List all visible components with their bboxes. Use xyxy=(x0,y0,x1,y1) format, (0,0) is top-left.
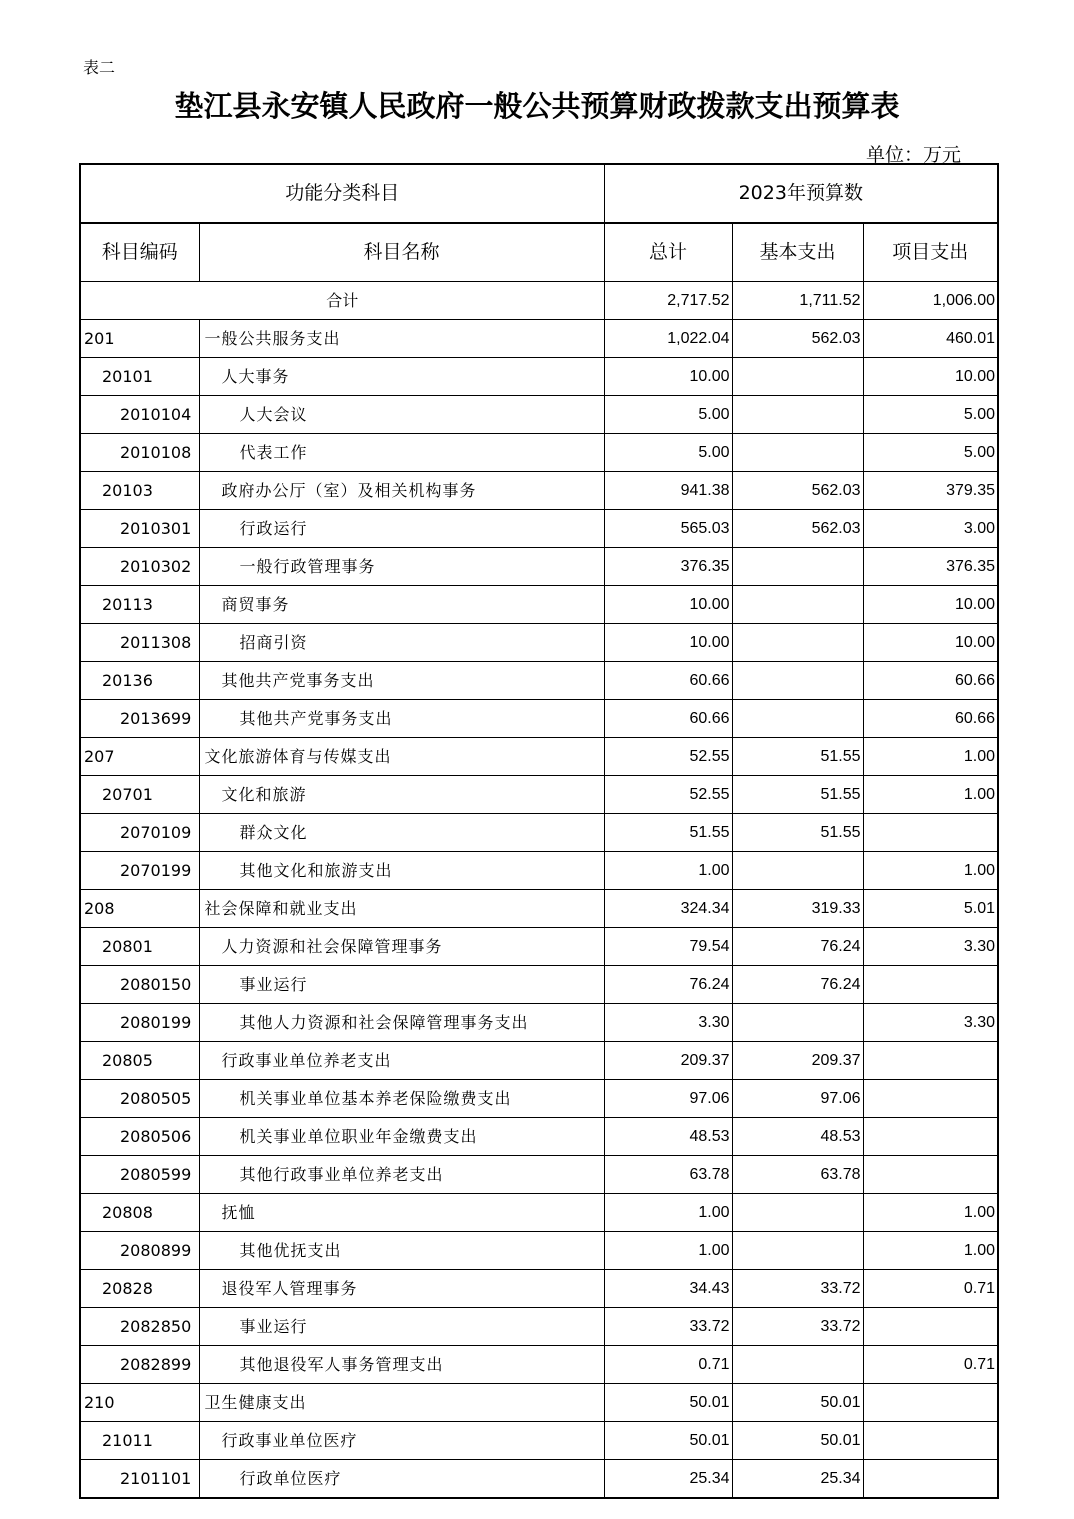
table-row xyxy=(80,1232,998,1270)
table-row xyxy=(80,1346,998,1384)
row-total-cell: 52.55 xyxy=(604,738,732,776)
row-total-cell: 51.55 xyxy=(604,814,732,852)
total-column-header: 总计 xyxy=(604,223,732,282)
row-project-cell: 1.00 xyxy=(863,852,998,890)
row-code-cell: 210 xyxy=(80,1384,199,1422)
row-name-cell: 社会保障和就业支出 xyxy=(199,890,604,928)
row-basic-cell: 51.55 xyxy=(732,738,863,776)
row-project-cell: 10.00 xyxy=(863,624,998,662)
row-code-cell: 20101 xyxy=(80,358,199,396)
row-project-cell: 3.30 xyxy=(863,928,998,966)
row-total-cell: 50.01 xyxy=(604,1422,732,1460)
table-row xyxy=(80,966,998,1004)
table-row xyxy=(80,1194,998,1232)
row-basic-cell xyxy=(732,586,863,624)
row-basic-cell xyxy=(732,548,863,586)
total-sum: 2,717.52 xyxy=(604,282,732,320)
row-name-cell: 退役军人管理事务 xyxy=(199,1270,604,1308)
project-column-header: 项目支出 xyxy=(863,223,998,282)
table-row xyxy=(80,472,998,510)
row-total-cell: 63.78 xyxy=(604,1156,732,1194)
row-basic-cell: 562.03 xyxy=(732,510,863,548)
row-basic-cell xyxy=(732,396,863,434)
row-code-cell: 2080506 xyxy=(80,1118,199,1156)
row-code-cell: 2080899 xyxy=(80,1232,199,1270)
row-total-cell: 376.35 xyxy=(604,548,732,586)
name-column-header: 科目名称 xyxy=(199,223,604,282)
row-project-cell: 1.00 xyxy=(863,1194,998,1232)
row-basic-cell: 33.72 xyxy=(732,1270,863,1308)
row-total-cell: 3.30 xyxy=(604,1004,732,1042)
table-row xyxy=(80,586,998,624)
row-name-cell: 文化和旅游 xyxy=(199,776,604,814)
row-name-cell: 抚恤 xyxy=(199,1194,604,1232)
row-code-cell: 2010302 xyxy=(80,548,199,586)
table-row xyxy=(80,1156,998,1194)
row-project-cell xyxy=(863,1156,998,1194)
row-project-cell: 5.01 xyxy=(863,890,998,928)
row-name-cell: 政府办公厅（室）及相关机构事务 xyxy=(199,472,604,510)
row-project-cell: 60.66 xyxy=(863,700,998,738)
row-code-cell: 2070199 xyxy=(80,852,199,890)
row-code-cell: 2010301 xyxy=(80,510,199,548)
total-basic: 1,711.52 xyxy=(732,282,863,320)
row-code-cell: 2080199 xyxy=(80,1004,199,1042)
row-project-cell: 10.00 xyxy=(863,358,998,396)
row-code-cell: 20113 xyxy=(80,586,199,624)
row-code-cell: 201 xyxy=(80,320,199,358)
row-total-cell: 97.06 xyxy=(604,1080,732,1118)
table-row xyxy=(80,890,998,928)
row-project-cell: 5.00 xyxy=(863,396,998,434)
row-total-cell: 25.34 xyxy=(604,1460,732,1499)
row-name-cell: 行政事业单位养老支出 xyxy=(199,1042,604,1080)
row-project-cell xyxy=(863,966,998,1004)
row-name-cell: 行政单位医疗 xyxy=(199,1460,604,1499)
unit-label: 单位：万元 xyxy=(866,144,962,166)
row-total-cell: 0.71 xyxy=(604,1346,732,1384)
row-total-cell: 48.53 xyxy=(604,1118,732,1156)
table-row xyxy=(80,1270,998,1308)
row-name-cell: 机关事业单位基本养老保险缴费支出 xyxy=(199,1080,604,1118)
budget-table xyxy=(79,163,999,1499)
row-total-cell: 10.00 xyxy=(604,624,732,662)
row-basic-cell: 209.37 xyxy=(732,1042,863,1080)
row-total-cell: 1.00 xyxy=(604,852,732,890)
row-project-cell: 0.71 xyxy=(863,1270,998,1308)
table-row xyxy=(80,320,998,358)
row-total-cell: 50.01 xyxy=(604,1384,732,1422)
row-name-cell: 行政运行 xyxy=(199,510,604,548)
row-total-cell: 5.00 xyxy=(604,396,732,434)
row-basic-cell xyxy=(732,1346,863,1384)
table-row xyxy=(80,1118,998,1156)
row-name-cell: 一般行政管理事务 xyxy=(199,548,604,586)
table-row xyxy=(80,1384,998,1422)
row-name-cell: 其他共产党事务支出 xyxy=(199,700,604,738)
row-code-cell: 2080150 xyxy=(80,966,199,1004)
row-total-cell: 324.34 xyxy=(604,890,732,928)
row-project-cell: 3.30 xyxy=(863,1004,998,1042)
row-basic-cell: 562.03 xyxy=(732,472,863,510)
row-basic-cell: 51.55 xyxy=(732,776,863,814)
row-basic-cell: 97.06 xyxy=(732,1080,863,1118)
row-code-cell: 20103 xyxy=(80,472,199,510)
row-name-cell: 群众文化 xyxy=(199,814,604,852)
row-total-cell: 5.00 xyxy=(604,434,732,472)
table-row xyxy=(80,1422,998,1460)
row-code-cell: 20828 xyxy=(80,1270,199,1308)
table-number-label: 表二 xyxy=(83,58,116,77)
row-code-cell: 2010104 xyxy=(80,396,199,434)
row-total-cell: 52.55 xyxy=(604,776,732,814)
row-basic-cell: 33.72 xyxy=(732,1308,863,1346)
row-code-cell: 2010108 xyxy=(80,434,199,472)
row-code-cell: 2080599 xyxy=(80,1156,199,1194)
row-code-cell: 2080505 xyxy=(80,1080,199,1118)
group-header-row xyxy=(80,164,998,223)
table-row xyxy=(80,396,998,434)
budget-group-header: 2023年预算数 xyxy=(604,164,998,223)
row-name-cell: 卫生健康支出 xyxy=(199,1384,604,1422)
row-basic-cell: 50.01 xyxy=(732,1384,863,1422)
total-row xyxy=(80,282,998,320)
row-total-cell: 1.00 xyxy=(604,1232,732,1270)
row-name-cell: 商贸事务 xyxy=(199,586,604,624)
column-header-row xyxy=(80,223,998,282)
row-basic-cell xyxy=(732,358,863,396)
table-row xyxy=(80,434,998,472)
row-code-cell: 2070109 xyxy=(80,814,199,852)
row-code-cell: 20136 xyxy=(80,662,199,700)
row-basic-cell xyxy=(732,1232,863,1270)
table-row xyxy=(80,928,998,966)
row-code-cell: 208 xyxy=(80,890,199,928)
row-name-cell: 事业运行 xyxy=(199,966,604,1004)
row-project-cell xyxy=(863,1422,998,1460)
table-row xyxy=(80,776,998,814)
table-row xyxy=(80,1004,998,1042)
row-project-cell xyxy=(863,814,998,852)
row-total-cell: 60.66 xyxy=(604,662,732,700)
row-project-cell: 1.00 xyxy=(863,1232,998,1270)
row-basic-cell xyxy=(732,1004,863,1042)
row-code-cell: 2101101 xyxy=(80,1460,199,1499)
row-name-cell: 机关事业单位职业年金缴费支出 xyxy=(199,1118,604,1156)
row-name-cell: 其他退役军人事务管理支出 xyxy=(199,1346,604,1384)
row-name-cell: 其他人力资源和社会保障管理事务支出 xyxy=(199,1004,604,1042)
row-basic-cell: 319.33 xyxy=(732,890,863,928)
row-project-cell: 5.00 xyxy=(863,434,998,472)
row-basic-cell: 25.34 xyxy=(732,1460,863,1499)
row-name-cell: 人大会议 xyxy=(199,396,604,434)
row-project-cell: 376.35 xyxy=(863,548,998,586)
row-code-cell: 2011308 xyxy=(80,624,199,662)
total-label: 合计 xyxy=(80,282,604,320)
row-name-cell: 事业运行 xyxy=(199,1308,604,1346)
row-project-cell xyxy=(863,1118,998,1156)
row-code-cell: 2013699 xyxy=(80,700,199,738)
row-total-cell: 60.66 xyxy=(604,700,732,738)
row-project-cell xyxy=(863,1308,998,1346)
row-total-cell: 209.37 xyxy=(604,1042,732,1080)
row-project-cell xyxy=(863,1042,998,1080)
row-total-cell: 1.00 xyxy=(604,1194,732,1232)
total-project: 1,006.00 xyxy=(863,282,998,320)
row-project-cell: 460.01 xyxy=(863,320,998,358)
row-total-cell: 1,022.04 xyxy=(604,320,732,358)
row-total-cell: 941.38 xyxy=(604,472,732,510)
row-basic-cell: 48.53 xyxy=(732,1118,863,1156)
row-name-cell: 其他文化和旅游支出 xyxy=(199,852,604,890)
row-code-cell: 20801 xyxy=(80,928,199,966)
row-project-cell: 3.00 xyxy=(863,510,998,548)
row-project-cell: 1.00 xyxy=(863,738,998,776)
row-name-cell: 其他共产党事务支出 xyxy=(199,662,604,700)
row-name-cell: 代表工作 xyxy=(199,434,604,472)
row-code-cell: 2082850 xyxy=(80,1308,199,1346)
row-total-cell: 76.24 xyxy=(604,966,732,1004)
row-total-cell: 10.00 xyxy=(604,358,732,396)
row-basic-cell xyxy=(732,434,863,472)
budget-table-body xyxy=(80,164,998,1498)
row-code-cell: 20701 xyxy=(80,776,199,814)
row-basic-cell: 562.03 xyxy=(732,320,863,358)
basic-column-header: 基本支出 xyxy=(732,223,863,282)
table-row xyxy=(80,738,998,776)
table-row xyxy=(80,814,998,852)
row-name-cell: 一般公共服务支出 xyxy=(199,320,604,358)
row-name-cell: 人大事务 xyxy=(199,358,604,396)
table-row xyxy=(80,624,998,662)
code-column-header: 科目编码 xyxy=(80,223,199,282)
row-basic-cell xyxy=(732,700,863,738)
table-row xyxy=(80,548,998,586)
row-basic-cell: 63.78 xyxy=(732,1156,863,1194)
row-name-cell: 文化旅游体育与传媒支出 xyxy=(199,738,604,776)
row-project-cell: 10.00 xyxy=(863,586,998,624)
row-project-cell: 60.66 xyxy=(863,662,998,700)
row-total-cell: 34.43 xyxy=(604,1270,732,1308)
row-project-cell: 379.35 xyxy=(863,472,998,510)
row-basic-cell: 50.01 xyxy=(732,1422,863,1460)
row-code-cell: 21011 xyxy=(80,1422,199,1460)
row-basic-cell xyxy=(732,662,863,700)
row-name-cell: 人力资源和社会保障管理事务 xyxy=(199,928,604,966)
row-project-cell xyxy=(863,1384,998,1422)
table-row xyxy=(80,358,998,396)
row-total-cell: 33.72 xyxy=(604,1308,732,1346)
row-code-cell: 2082899 xyxy=(80,1346,199,1384)
row-basic-cell: 76.24 xyxy=(732,928,863,966)
row-total-cell: 565.03 xyxy=(604,510,732,548)
row-code-cell: 20808 xyxy=(80,1194,199,1232)
row-basic-cell xyxy=(732,624,863,662)
row-name-cell: 其他优抚支出 xyxy=(199,1232,604,1270)
row-code-cell: 20805 xyxy=(80,1042,199,1080)
row-basic-cell: 76.24 xyxy=(732,966,863,1004)
table-row xyxy=(80,1080,998,1118)
row-name-cell: 其他行政事业单位养老支出 xyxy=(199,1156,604,1194)
row-project-cell: 0.71 xyxy=(863,1346,998,1384)
row-basic-cell xyxy=(732,1194,863,1232)
table-row xyxy=(80,662,998,700)
table-row xyxy=(80,1460,998,1499)
row-total-cell: 10.00 xyxy=(604,586,732,624)
table-row xyxy=(80,700,998,738)
row-project-cell xyxy=(863,1080,998,1118)
table-row xyxy=(80,510,998,548)
page-title: 垫江县永安镇人民政府一般公共预算财政拨款支出预算表 xyxy=(174,89,900,123)
category-group-header: 功能分类科目 xyxy=(80,164,604,223)
row-basic-cell xyxy=(732,852,863,890)
row-name-cell: 行政事业单位医疗 xyxy=(199,1422,604,1460)
row-code-cell: 207 xyxy=(80,738,199,776)
row-basic-cell: 51.55 xyxy=(732,814,863,852)
table-row xyxy=(80,852,998,890)
row-total-cell: 79.54 xyxy=(604,928,732,966)
row-name-cell: 招商引资 xyxy=(199,624,604,662)
table-row xyxy=(80,1308,998,1346)
row-project-cell xyxy=(863,1460,998,1499)
row-project-cell: 1.00 xyxy=(863,776,998,814)
table-row xyxy=(80,1042,998,1080)
